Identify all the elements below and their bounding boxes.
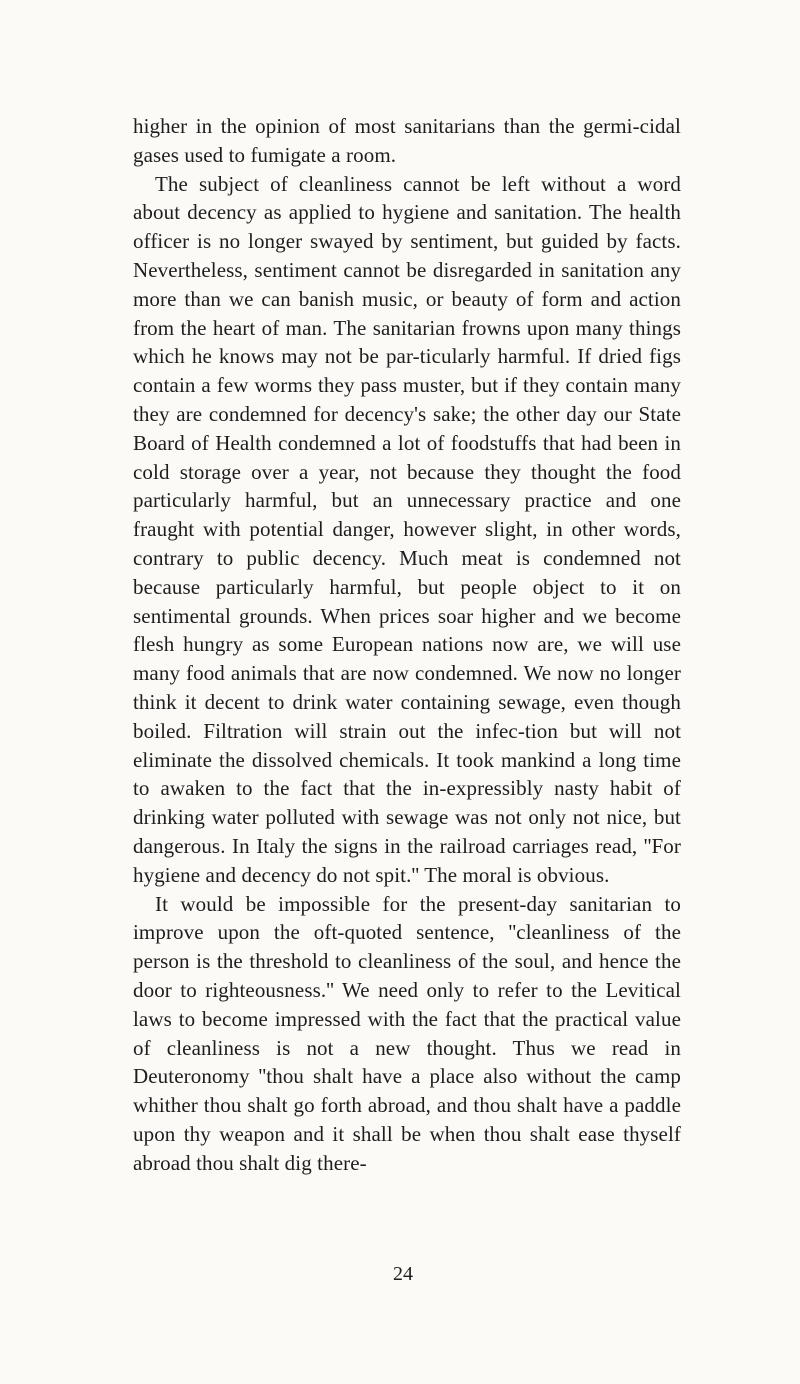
paragraph-cleanliness: It would be impossible for the present-day sanitarian to improve upon the oft-quoted sentence, ''cleanliness of the person is the threshold to cleanliness of the soul, and hence the door to righteousness.'' We need only to refer to the Levitical laws to become impressed with the fact that the practical value of cleanliness is not a new thought. Thus we read in Deuteronomy ''thou shalt have a place also without the camp whither thou shalt go forth abroad, and thou shalt have a paddle upon thy weapon and it shall be when thou shalt ease thyself abroad thou shalt dig there- [133, 891, 681, 1175]
paragraph-decency: The subject of cleanliness cannot be left without a word about decency as applied to hygiene and sanitation. The health officer is no longer swayed by sentiment, but guided by facts. Nevertheless, sentiment cannot be disregarded in sanitation any more than we can banish music, or beauty of form and action from the heart of man. The sanitarian frowns upon many things which he knows may not be par-ticularly harmful. If dried figs contain a few worms they pass muster, but if they contain many they are condemned for decency's sake; the other day our State Board of Health condemned a lot of foodstuffs that had been in cold storage over a year, not because they thought the food particularly harmful, but an unnecessary practice and one fraught with potential danger, however slight, in other words, contrary to public decency. Much meat is condemned not because particularly harmful, but people object to it on sentimental grounds. When prices soar higher and we become flesh hungry as some European nations now are, we will use many food animals that are now condemned. We now no longer think it decent to drink water containing sewage, even though boiled. Filtration will strain out the infec-tion but will not eliminate the dissolved chemicals. It took mankind a long time to awaken to the fact that the in-expressibly nasty habit of drinking water polluted with sewage was not only not nice, but dangerous. In Italy the signs in the railroad carriages read, ''For hygiene and decency do not spit.'' The moral is obvious. [133, 171, 681, 887]
paragraph-continued: higher in the opinion of most sanitarians than the germi-cidal gases used to fumigate a room. [133, 114, 681, 167]
body-text [133, 112, 681, 1177]
page-number: 24 [393, 1263, 413, 1285]
